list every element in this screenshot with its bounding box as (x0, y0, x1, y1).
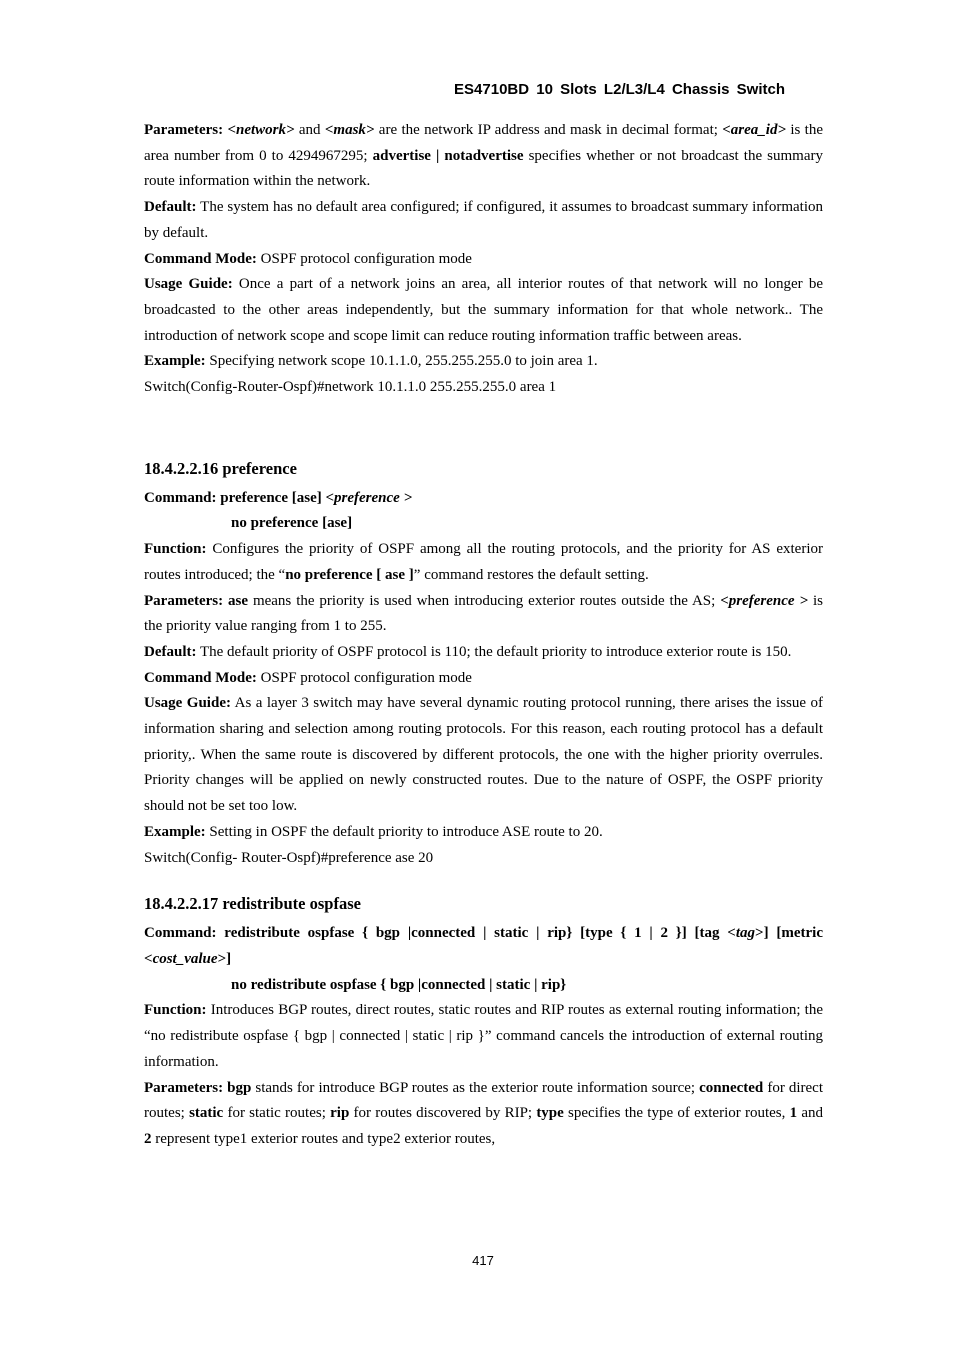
redistribute-command: Command: redistribute ospfase { bgp |connected | static | rip} [type { 1 | 2 }] [tag <tag>] [metric <cost_value>] (144, 925, 823, 967)
preference-command-mode: Command Mode: OSPF protocol configuration mode (144, 669, 472, 686)
redistribute-no-command: no redistribute ospfase { bgp |connected | static | rip} (231, 976, 567, 993)
network-parameters: Parameters: <network> and <mask> are the network IP address and mask in decimal format; <area_id> is the area number from 0 to 4294967295; advertise | notadvertise specifies whether or not broadcast the summary route information within the network. (144, 122, 823, 190)
preference-function: Function: Configures the priority of OSPF among all the routing protocols, and the priority for AS exterior routes introduced; the “no preference [ ase ]” command restores the default setting. (144, 541, 823, 583)
preference-usage-guide: Usage Guide: As a layer 3 switch may have several dynamic routing protocol running, there arises the issue of information sharing and selection among routing protocols. For this reason, each routing protocol has a default priority,. When the same route is discovered by different protocols, the one with the higher priority overrules. Priority changes will be applied on newly constructed routes. Due to the nature of OSPF, the OSPF priority should not be set too low. (144, 695, 823, 815)
redistribute-function: Function: Introduces BGP routes, direct routes, static routes and RIP routes as external routing information; the “no redistribute ospfase { bgp | connected | static | rip }” command cancels the introduction of external routing information. (144, 1002, 823, 1070)
redistribute-parameters: Parameters: bgp stands for introduce BGP routes as the exterior route information source; connected for direct routes; static for static routes; rip for routes discovered by RIP; type specifies the type of exterior routes, 1 and 2 represent type1 exterior routes and type2 exterior routes, (144, 1079, 823, 1147)
network-default: Default: The system has no default area configured; if configured, it assumes to broadcast summary information by default. (144, 199, 823, 241)
page-number: 417 (472, 1253, 494, 1268)
network-example-command: Switch(Config-Router-Ospf)#network 10.1.1.0 255.255.255.0 area 1 (144, 379, 557, 396)
preference-default: Default: The default priority of OSPF protocol is 110; the default priority to introduce exterior route is 150. (144, 643, 792, 660)
page-content (144, 118, 823, 1153)
preference-example: Example: Setting in OSPF the default priority to introduce ASE route to 20. (144, 823, 603, 840)
section-heading-preference: 18.4.2.2.16 preference (144, 458, 297, 478)
network-example: Example: Specifying network scope 10.1.1.0, 255.255.255.0 to join area 1. (144, 353, 598, 370)
preference-no-command: no preference [ase] (231, 515, 353, 532)
preference-parameters: Parameters: ase means the priority is used when introducing exterior routes outside the AS; <preference > is the priority value ranging from 1 to 255. (144, 592, 823, 635)
preference-command: Command: preference [ase] <preference > (144, 489, 413, 506)
section-heading-redistribute: 18.4.2.2.17 redistribute ospfase (144, 894, 361, 914)
network-command-mode: Command Mode: OSPF protocol configuration mode (144, 250, 472, 267)
network-usage-guide: Usage Guide: Once a part of a network joins an area, all interior routes of that network will no longer be broadcasted to the other areas independently, but the summary information for that whole network.. The introduction of network scope and scope limit can reduce routing information traffic between areas. (144, 276, 824, 344)
running-header: ES4710BD 10 Slots L2/L3/L4 Chassis Switch (454, 81, 785, 98)
preference-example-command: Switch(Config- Router-Ospf)#preference ase 20 (144, 849, 434, 866)
